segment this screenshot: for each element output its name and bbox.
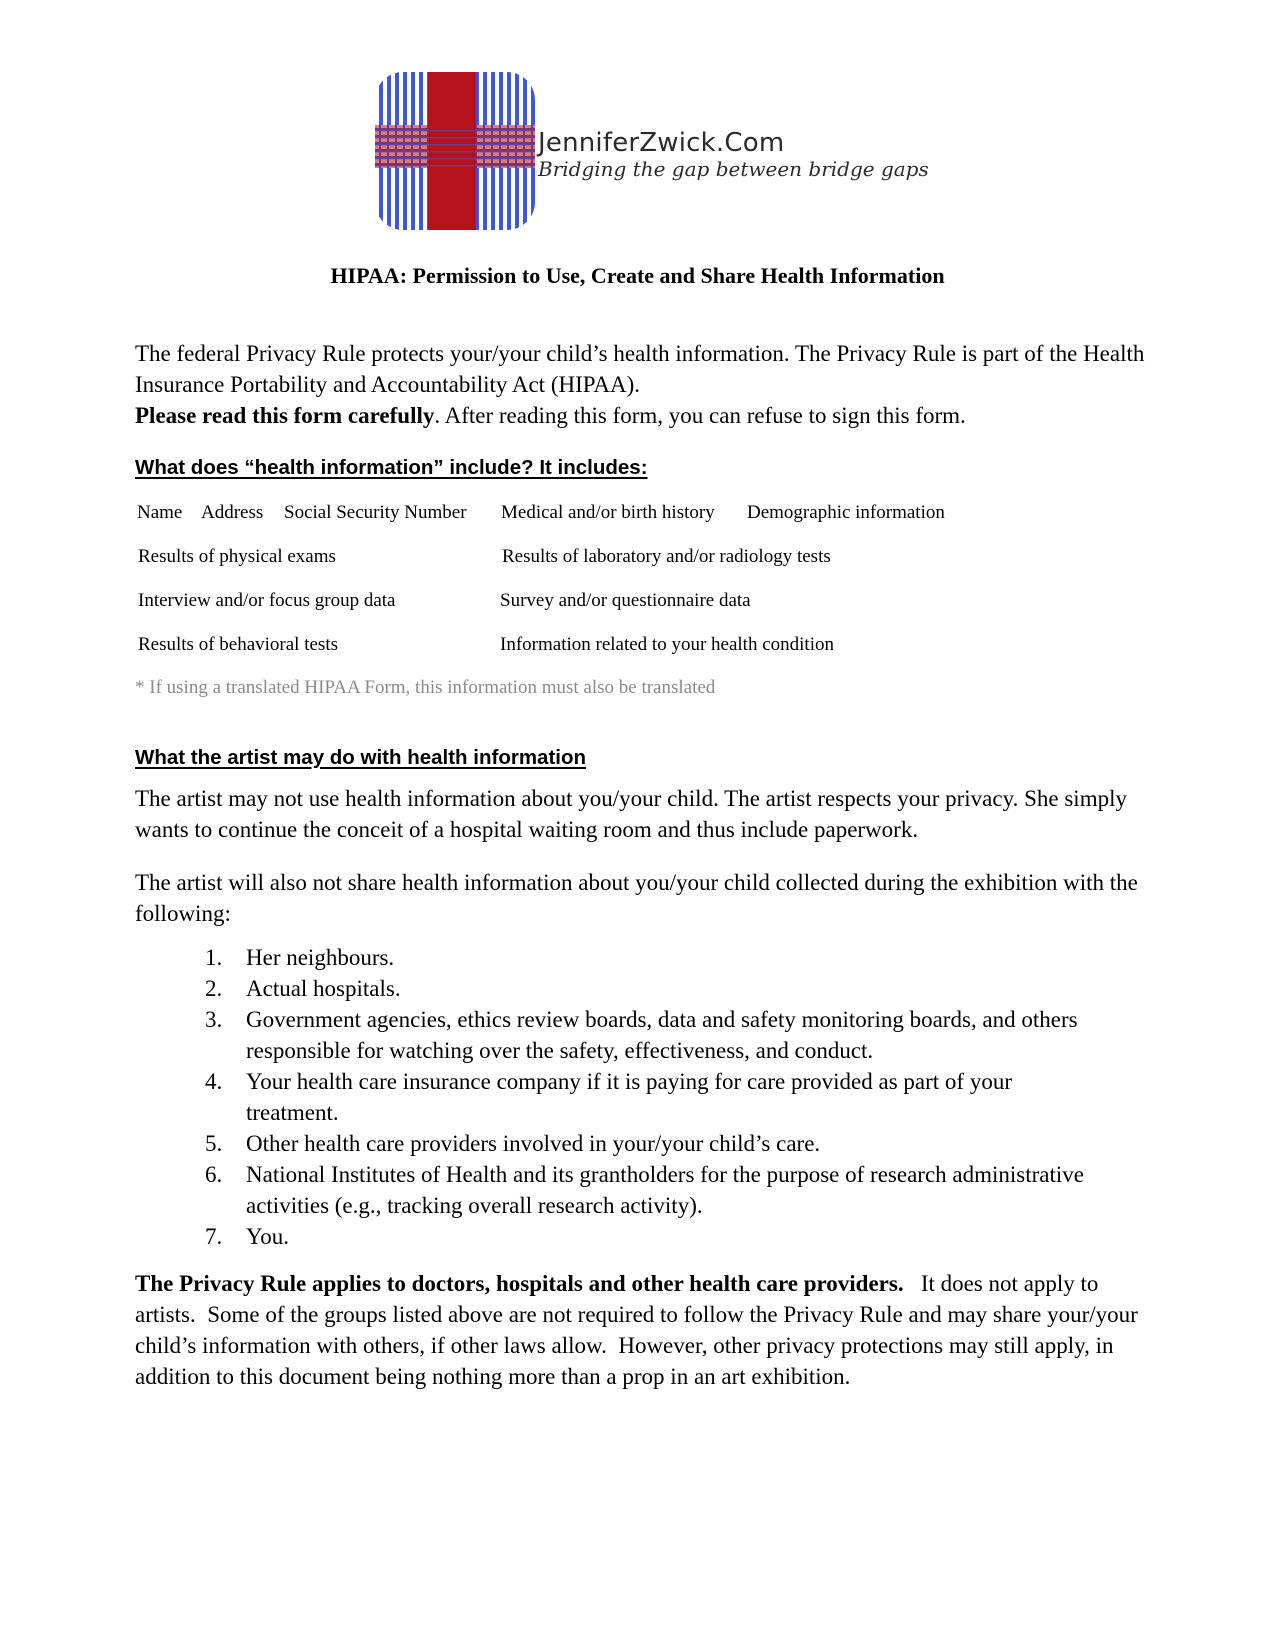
brand-tagline: Bridging the gap between bridge gaps — [538, 157, 929, 181]
brand-name: JenniferZwick.Com — [538, 128, 785, 158]
info-item: Results of physical exams — [138, 546, 336, 567]
info-item: Results of behavioral tests — [138, 634, 338, 655]
info-item: Information related to your health condition — [500, 634, 834, 655]
list-item: 5. Other health care providers involved in your/your child’s care. — [205, 1131, 821, 1156]
privacy-rule-paragraph — [135, 1268, 1155, 1392]
list-item: 3. Government agencies, ethics review boards, data and safety monitoring boards, and others responsible for watching over the safety, effectiveness, and conduct. — [205, 1007, 1078, 1063]
info-item: Interview and/or focus group data — [138, 590, 396, 611]
artist-paragraph-2: The artist will also not share health information about you/your child collected during the exhibition with the following: — [135, 870, 1138, 926]
info-item: Demographic information — [747, 502, 945, 523]
intro-paragraph: The federal Privacy Rule protects your/your child’s health information. The Privacy Rule is part of the Health Insurance Portability and Accountability Act (HIPAA). — [135, 341, 1145, 397]
list-item: 4. Your health care insurance company if it is paying for care provided as part of your treatment. — [205, 1069, 1012, 1125]
read-notice — [135, 400, 1155, 431]
disclosure-list — [205, 942, 1105, 1252]
health-info-heading: What does “health information” include? It includes: — [135, 456, 648, 479]
list-item: 6. National Institutes of Health and its grantholders for the purpose of research administrative activities (e.g., tracking overall research activity). — [205, 1162, 1084, 1218]
privacy-rule-rest: It does not apply to artists. Some of the groups listed above are not required to follow the Privacy Rule and may share your/your child’s information with others, if other laws allow. However, other privacy protections may still apply, in addition to this document being nothing more than a prop in an art exhibition. — [135, 1271, 1144, 1389]
list-item: 1. Her neighbours. — [205, 945, 395, 970]
info-item: Survey and/or questionnaire data — [500, 590, 751, 611]
artist-section-heading: What the artist may do with health information — [135, 746, 587, 769]
list-item: 7. You. — [205, 1224, 290, 1249]
read-notice-bold: Please read this form carefully — [135, 403, 435, 428]
artist-paragraph-1: The artist may not use health information about you/your child. The artist respects your privacy. She simply wants to continue the conceit of a hospital waiting room and thus include paperwork. — [135, 786, 1127, 842]
info-item: Name — [137, 502, 183, 523]
info-item: Medical and/or birth history — [501, 502, 715, 523]
logo-mark — [375, 72, 535, 230]
info-item: Address — [201, 502, 264, 523]
info-item: Social Security Number — [284, 502, 467, 523]
info-item: Results of laboratory and/or radiology tests — [502, 546, 831, 567]
document-title: HIPAA: Permission to Use, Create and Share Health Information — [330, 263, 945, 288]
list-item: 2. Actual hospitals. — [205, 976, 401, 1001]
translation-note: * If using a translated HIPAA Form, this information must also be translated — [135, 677, 716, 698]
read-notice-rest: . After reading this form, you can refuse to sign this form. — [434, 403, 966, 428]
privacy-rule-bold: The Privacy Rule applies to doctors, hospitals and other health care providers. — [135, 1271, 904, 1296]
